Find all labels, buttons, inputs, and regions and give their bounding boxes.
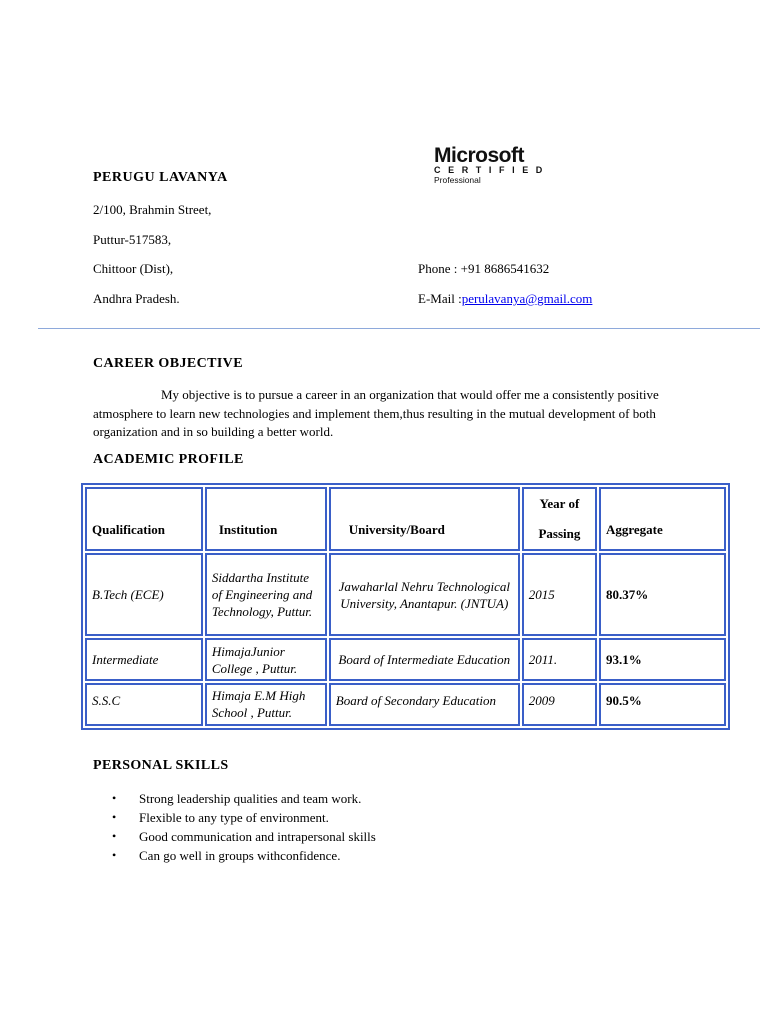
- row-aggregate: 90.5%: [599, 683, 726, 726]
- skills-list: [112, 789, 376, 865]
- personal-skills-heading: PERSONAL SKILLS: [93, 758, 229, 773]
- row-institution: Himaja E.M High School , Puttur.: [205, 683, 327, 726]
- academic-profile-heading: ACADEMIC PROFILE: [93, 452, 244, 467]
- logo-certified-text: CERTIFIED: [434, 165, 550, 175]
- col-header-qualification: Qualification: [85, 487, 203, 551]
- col-header-year-bottom: Passing: [538, 526, 581, 541]
- row-university: Jawaharlal Nehru Technological University, Anantapur. (JNTUA): [329, 553, 520, 636]
- col-header-aggregate: Aggregate: [599, 487, 726, 551]
- list-item: [112, 808, 376, 827]
- row-institution: Siddartha Institute of Engineering and Technology, Puttur.: [205, 553, 327, 636]
- table-row: [85, 683, 726, 726]
- row-qualification: Intermediate: [85, 638, 203, 681]
- col-header-university: University/Board: [329, 487, 520, 551]
- bullet-icon: •: [112, 791, 117, 805]
- academic-table: [81, 483, 730, 730]
- col-header-institution: Institution: [205, 487, 327, 551]
- phone-number: Phone : +91 8686541632: [418, 261, 550, 276]
- row-institution: HimajaJunior College , Puttur.: [205, 638, 327, 681]
- address-line-2: Puttur-517583,: [93, 232, 172, 247]
- row-qualification: S.S.C: [85, 683, 203, 726]
- table-row: [85, 638, 726, 681]
- row-qualification: B.Tech (ECE): [85, 553, 203, 636]
- address-line-3: Chittoor (Dist),: [93, 261, 174, 276]
- email-row: [418, 291, 592, 307]
- row-university: Board of Intermediate Education: [329, 638, 520, 681]
- list-item: [112, 789, 376, 808]
- col-header-year: [522, 487, 597, 551]
- skill-text: Strong leadership qualities and team work.: [139, 791, 362, 806]
- bullet-icon: •: [112, 848, 117, 862]
- career-objective-body: My objective is to pursue a career in an organization that would offer me a consistently positive atmosphere to learn new technologies and implement them,thus resulting in the mutual development of both organization and in so building a better world.: [93, 387, 659, 439]
- col-header-year-top: Year of: [539, 496, 580, 511]
- row-year: 2015: [522, 553, 597, 636]
- email-label: E-Mail :: [418, 291, 462, 306]
- table-row: [85, 553, 726, 636]
- row-aggregate: 93.1%: [599, 638, 726, 681]
- row-aggregate: 80.37%: [599, 553, 726, 636]
- email-link[interactable]: perulavanya@gmail.com: [461, 291, 593, 306]
- header-divider: [38, 328, 760, 329]
- row-year: 2009: [522, 683, 597, 726]
- list-item: [112, 846, 376, 865]
- microsoft-certified-logo: [434, 146, 616, 185]
- row-university: Board of Secondary Education: [329, 683, 520, 726]
- skill-text: Flexible to any type of environment.: [139, 810, 329, 825]
- bullet-icon: •: [112, 829, 117, 843]
- logo-professional-text: Professional: [434, 175, 481, 185]
- row-year: 2011.: [522, 638, 597, 681]
- bullet-icon: •: [112, 810, 117, 824]
- skill-text: Good communication and intrapersonal skills: [139, 829, 376, 844]
- address-line-4: Andhra Pradesh.: [93, 291, 180, 306]
- address-line-1: 2/100, Brahmin Street,: [93, 202, 212, 217]
- skill-text: Can go well in groups withconfidence.: [139, 848, 341, 863]
- candidate-name: PERUGU LAVANYA: [93, 170, 228, 185]
- list-item: [112, 827, 376, 846]
- career-objective-text: [93, 386, 673, 442]
- logo-main-text: Microsoft: [434, 144, 524, 167]
- table-header-row: [85, 487, 726, 551]
- career-objective-heading: CAREER OBJECTIVE: [93, 356, 243, 371]
